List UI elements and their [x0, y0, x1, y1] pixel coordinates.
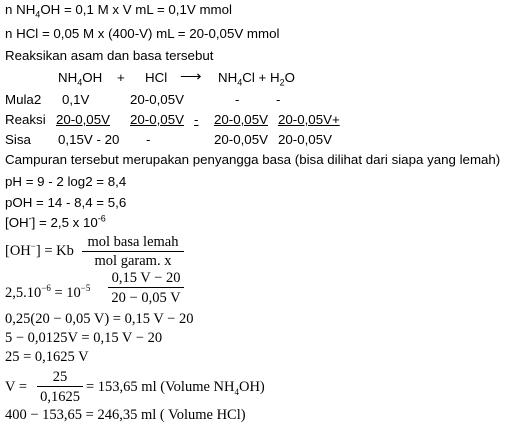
- text: [OH: [5, 215, 29, 230]
- line-n-hcl: n HCl = 0,05 M x (400-V) mL = 20-0,05V mmol: [5, 26, 280, 41]
- fraction-denominator: 20 − 0,05 V: [111, 290, 181, 306]
- text: 2,5.10: [5, 285, 42, 301]
- subscript: 4: [234, 386, 239, 397]
- cell: 20-0,05V: [130, 92, 184, 107]
- superscript: −5: [80, 283, 91, 294]
- cell: 0,1V: [62, 92, 90, 107]
- superscript: −6: [41, 283, 51, 294]
- eq-volume-v-lhs: V =: [5, 379, 28, 395]
- cell: -: [276, 92, 281, 107]
- text: NH: [58, 70, 78, 85]
- text: [OH: [5, 243, 31, 259]
- row-label-mula2: Mula2: [5, 92, 42, 107]
- fraction-denominator: 0,1625: [40, 389, 80, 405]
- superscript: -: [28, 213, 32, 224]
- fraction-bar: [37, 386, 83, 387]
- fraction-bar: [108, 287, 184, 288]
- eq-volume-v-rhs: [86, 379, 265, 395]
- text: OH): [238, 379, 265, 395]
- cell: 20-0,05V: [214, 112, 268, 127]
- header-nh4cl-h2o: [218, 70, 295, 86]
- line-reaction-intro: Reaksikan asam dan basa tersebut: [5, 48, 214, 63]
- eq-step-2: 5 − 0,0125V = 0,15 V − 20: [5, 330, 163, 346]
- text: = 10: [50, 285, 81, 301]
- cell: 20-0,05V: [56, 112, 110, 127]
- fraction-bar: [82, 251, 184, 252]
- reaction-arrow: ⟶: [180, 68, 202, 85]
- cell: -: [146, 132, 151, 147]
- subscript: 4: [77, 77, 83, 88]
- superscript: -6: [97, 213, 106, 224]
- cell: -: [235, 92, 240, 107]
- eq-oh-kb-lhs: [5, 243, 74, 259]
- text: = 153,65 ml (Volume NH: [86, 379, 235, 395]
- cell: 20-0,05V: [214, 132, 268, 147]
- line-oh-conc: [5, 215, 106, 231]
- line-ph: pH = 9 - 2 log2 = 8,4: [5, 174, 127, 189]
- fraction-numerator: mol basa lemah: [87, 234, 179, 250]
- text: OH = 0,1 M x V mL = 0,1V mmol: [40, 2, 232, 17]
- text: n NH: [5, 2, 36, 17]
- text: NH: [218, 70, 238, 85]
- cell: 20-0,05V: [278, 132, 332, 147]
- eq-substitution-lhs: [5, 285, 90, 301]
- header-plus: +: [117, 70, 125, 85]
- cell: 20-0,05V+: [278, 112, 340, 127]
- header-hcl: HCl: [145, 70, 168, 85]
- cell: 0,15V - 20: [58, 132, 120, 147]
- row-label-sisa: Sisa: [5, 132, 31, 147]
- eq-step-3: 25 = 0,1625 V: [5, 349, 89, 365]
- fraction-numerator: 25: [52, 369, 68, 385]
- header-nh4oh: [58, 70, 102, 86]
- text: Cl + H: [242, 70, 280, 85]
- eq-step-1: 0,25(20 − 0,05 V) = 0,15 V − 20: [5, 311, 194, 327]
- subscript: 4: [35, 9, 41, 20]
- cell: -: [194, 112, 199, 127]
- fraction-denominator: mol garam. x: [94, 253, 172, 269]
- text: O: [284, 70, 295, 85]
- subscript: 4: [237, 77, 243, 88]
- superscript: −: [30, 241, 36, 252]
- eq-volume-hcl: 400 − 153,65 = 246,35 ml ( Volume HCl): [5, 407, 246, 423]
- text: ] = Kb: [35, 243, 74, 259]
- line-n-nh4oh: [5, 2, 232, 18]
- cell: 20-0,05V: [130, 112, 184, 127]
- fraction-numerator: 0,15 V − 20: [111, 270, 181, 286]
- subscript: 2: [279, 77, 285, 88]
- line-buffer-statement: Campuran tersebut merupakan penyangga basa (bisa dilihat dari siapa yang lemah): [5, 152, 501, 167]
- text: OH: [82, 70, 103, 85]
- text: ] = 2,5 x 10: [31, 215, 98, 230]
- row-label-reaksi: Reaksi: [5, 112, 46, 127]
- line-poh: pOH = 14 - 8,4 = 5,6: [5, 195, 127, 210]
